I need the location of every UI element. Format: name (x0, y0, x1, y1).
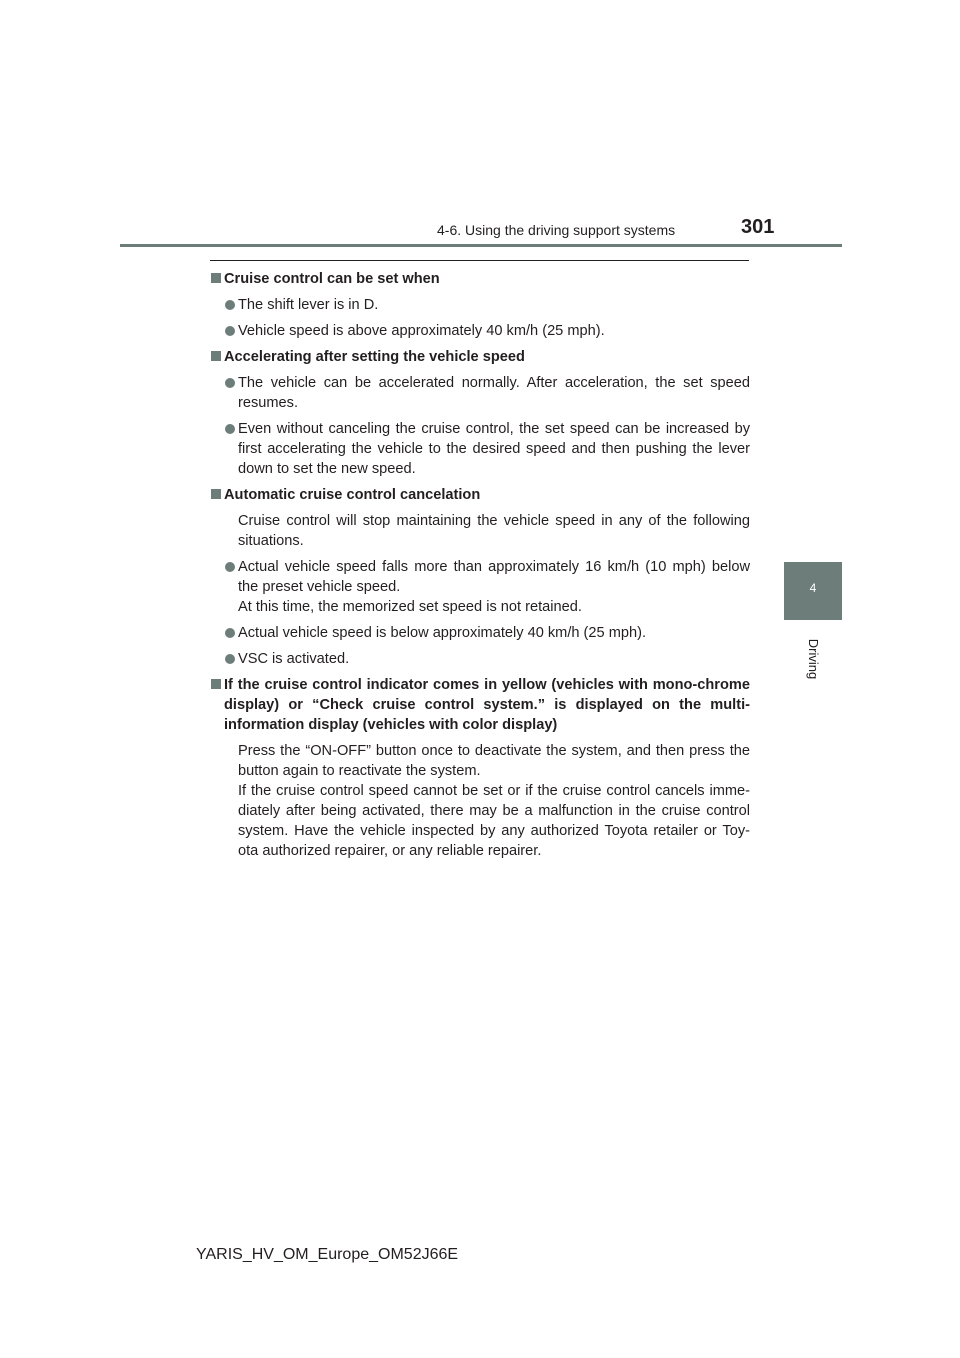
chapter-tab (784, 562, 842, 620)
list-item (210, 373, 750, 413)
list-item-text: Vehicle speed is above approximately 40 km/h (25 mph). (238, 323, 605, 339)
square-bullet-icon (211, 351, 221, 361)
circle-bullet-icon (225, 562, 235, 572)
square-bullet-icon (211, 489, 221, 499)
heading-text: Automatic cruise control cancelation (224, 487, 481, 503)
content-top-divider (210, 260, 749, 261)
heading-text: Accelerating after setting the vehicle speed (224, 349, 525, 365)
section-heading (210, 347, 750, 367)
circle-bullet-icon (225, 378, 235, 388)
page-number: 301 (741, 216, 775, 238)
list-item-text: At this time, the memorized set speed is not retained. (238, 599, 582, 615)
page-header (0, 0, 960, 250)
circle-bullet-icon (225, 300, 235, 310)
page-content (210, 269, 750, 867)
circle-bullet-icon (225, 326, 235, 336)
circle-bullet-icon (225, 424, 235, 434)
list-item-text: Even without canceling the cruise control, the set speed can be increased by first accelerating the vehicle to the desired speed and then pushing the lever down to set the new speed. (238, 421, 750, 477)
list-item (210, 557, 750, 617)
list-item (210, 649, 750, 669)
section-heading (210, 675, 750, 735)
list-item (210, 623, 750, 643)
header-divider (120, 244, 842, 247)
paragraph: If the cruise control speed cannot be set or if the cruise control cancels imme-diately after being activated, there may be a malfunction in the cruise control system. Have the vehicle inspected by any authorized Toyota retailer or Toy-ota authorized repairer, or any reliable repairer. (238, 783, 750, 859)
heading-text: Cruise control can be set when (224, 271, 440, 287)
list-item-text: The shift lever is in D. (238, 297, 379, 313)
paragraph: Press the “ON-OFF” button once to deactivate the system, and then press the button again to reactivate the system. (238, 743, 750, 779)
paragraph: Cruise control will stop maintaining the vehicle speed in any of the following situations. (238, 513, 750, 549)
list-item (210, 419, 750, 479)
section-heading (210, 485, 750, 505)
list-item-text: Actual vehicle speed falls more than approximately 16 km/h (10 mph) below the preset vehicle speed. (238, 559, 750, 595)
square-bullet-icon (211, 679, 221, 689)
circle-bullet-icon (225, 628, 235, 638)
heading-text: If the cruise control indicator comes in yellow (vehicles with mono-chrome display) or “Check cruise control system.” is displayed on the multi-information display (vehicles with color display) (224, 677, 750, 733)
list-item-text: The vehicle can be accelerated normally. After acceleration, the set speed resumes. (238, 375, 750, 411)
list-item-text: Actual vehicle speed is below approximately 40 km/h (25 mph). (238, 625, 647, 641)
chapter-number: 4 (809, 581, 817, 595)
list-item-text: VSC is activated. (238, 651, 350, 667)
chapter-label: Driving (806, 638, 821, 680)
circle-bullet-icon (225, 654, 235, 664)
list-item (210, 321, 750, 341)
document-id: YARIS_HV_OM_Europe_OM52J66E (196, 1246, 459, 1263)
section-title: 4-6. Using the driving support systems (437, 222, 676, 238)
list-item (210, 295, 750, 315)
section-heading (210, 269, 750, 289)
square-bullet-icon (211, 273, 221, 283)
